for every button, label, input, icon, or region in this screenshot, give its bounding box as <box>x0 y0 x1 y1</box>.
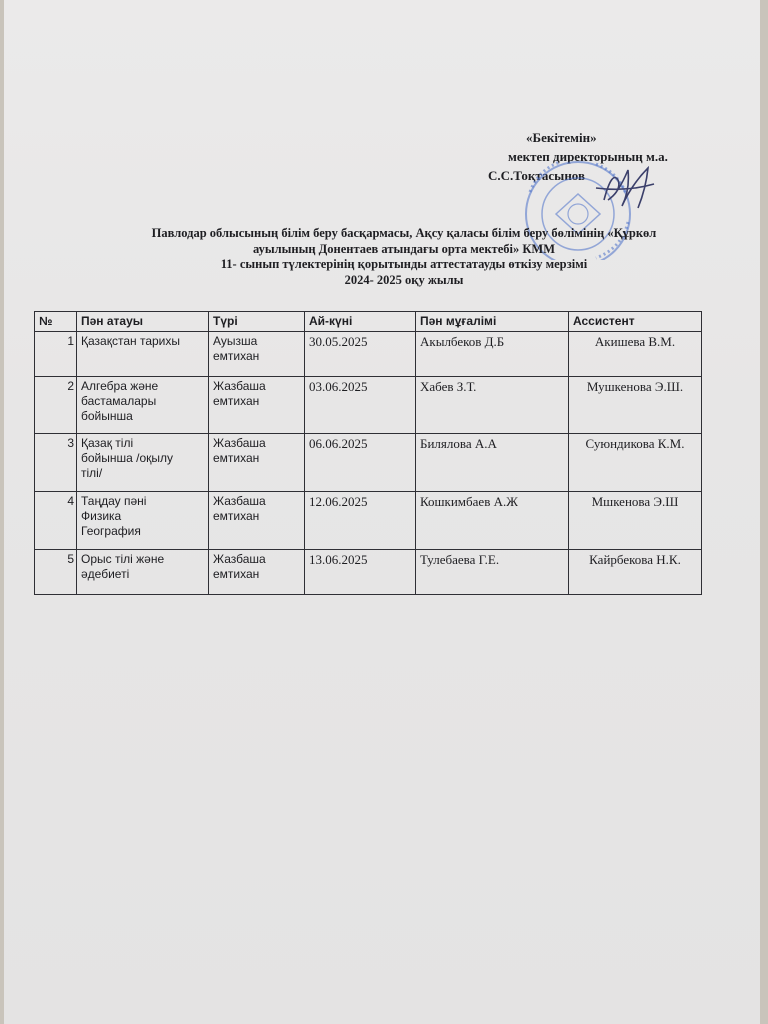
table-row <box>35 434 702 492</box>
row-subject: Қазақстан тарихы <box>77 332 209 377</box>
row-type: Жазбаша емтихан <box>209 492 305 550</box>
heading-line-1: Павлодар облысының білім беру басқармасы, Ақсу қаласы білім беру бөлімінің «Құркөл <box>151 226 657 240</box>
heading-line-4: 2024- 2025 оқу жылы <box>344 272 464 287</box>
row-subject: Қазақ тілі бойынша /оқылу тілі/ <box>77 434 209 492</box>
row-assistant: Кайрбекова Н.К. <box>569 550 702 595</box>
approval-signatory: С.С.Тоқтасынов <box>488 168 586 183</box>
row-assistant: Акишева В.М. <box>569 332 702 377</box>
heading-line-3: 11- сынып түлектерінің қорытынды аттестатауды өткізу мерзімі <box>220 257 588 271</box>
header-number: № <box>35 312 77 332</box>
row-date: 06.06.2025 <box>305 434 416 492</box>
row-teacher: Акылбеков Д.Б <box>416 332 569 377</box>
header-subject: Пән атауы <box>77 312 209 332</box>
table-row <box>35 492 702 550</box>
row-date: 03.06.2025 <box>305 377 416 434</box>
table-row <box>35 377 702 434</box>
table-row <box>35 332 702 377</box>
row-subject: Таңдау пәні Физика География <box>77 492 209 550</box>
table-header-row <box>35 312 702 332</box>
row-assistant: Мшкенова Э.Ш <box>569 492 702 550</box>
row-number: 1 <box>35 332 77 377</box>
header-teacher: Пән мұғалімі <box>416 312 569 332</box>
row-number: 5 <box>35 550 77 595</box>
document-heading <box>104 226 704 288</box>
row-teacher: Кошкимбаев А.Ж <box>416 492 569 550</box>
row-assistant: Суюндикова К.М. <box>569 434 702 492</box>
row-teacher: Тулебаева Г.Е. <box>416 550 569 595</box>
row-number: 2 <box>35 377 77 434</box>
header-assistant: Ассистент <box>569 312 702 332</box>
handwritten-signature-icon <box>596 168 654 208</box>
approval-title: «Бекітемін» <box>526 130 597 145</box>
exam-schedule-table <box>34 311 702 595</box>
row-type: Жазбаша емтихан <box>209 550 305 595</box>
row-type: Жазбаша емтихан <box>209 377 305 434</box>
row-type: Жазбаша емтихан <box>209 434 305 492</box>
approval-position: мектеп директорының м.а. <box>508 149 668 164</box>
row-date: 30.05.2025 <box>305 332 416 377</box>
header-type: Түрі <box>209 312 305 332</box>
row-assistant: Мушкенова Э.Ш. <box>569 377 702 434</box>
document-page <box>4 0 760 1024</box>
row-date: 12.06.2025 <box>305 492 416 550</box>
row-number: 3 <box>35 434 77 492</box>
row-date: 13.06.2025 <box>305 550 416 595</box>
row-teacher: Билялова А.А <box>416 434 569 492</box>
heading-line-2: ауылының Донентаев атындағы орта мектебі» КММ <box>252 241 556 256</box>
header-date: Ай-күні <box>305 312 416 332</box>
row-number: 4 <box>35 492 77 550</box>
row-subject: Орыс тілі және әдебиеті <box>77 550 209 595</box>
table-row <box>35 550 702 595</box>
row-type: Ауызша емтихан <box>209 332 305 377</box>
row-subject: Алгебра және бастамалары бойынша <box>77 377 209 434</box>
row-teacher: Хабев З.Т. <box>416 377 569 434</box>
